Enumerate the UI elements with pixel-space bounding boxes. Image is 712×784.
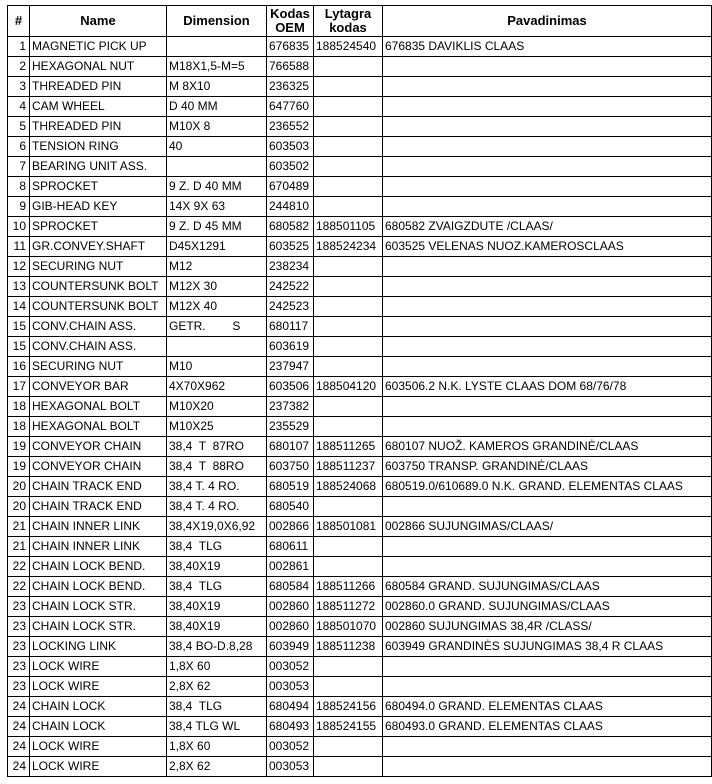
pavadinimas-cell: [383, 497, 712, 517]
header-lytagra-line1: Lytagra: [324, 6, 372, 21]
row-number-cell: 17: [8, 377, 30, 397]
pavadinimas-cell: [383, 737, 712, 757]
lytagra-code-cell: 188511238: [314, 637, 383, 657]
part-dimension-cell: 1,8X 60: [167, 657, 267, 677]
pavadinimas-cell: [383, 357, 712, 377]
part-dimension-cell: 1,8X 60: [167, 737, 267, 757]
pavadinimas-cell: [383, 557, 712, 577]
row-number-cell: 23: [8, 617, 30, 637]
pavadinimas-cell: [383, 57, 712, 77]
part-dimension-cell: M 8X10: [167, 77, 267, 97]
header-lytagra: [314, 6, 383, 37]
oem-code-cell: 237947: [267, 357, 314, 377]
table-row: [8, 257, 712, 277]
table-row: [8, 757, 712, 777]
part-dimension-cell: 38,4 T. 4 RO.: [167, 477, 267, 497]
part-dimension-cell: 9 Z. D 45 MM: [167, 217, 267, 237]
pavadinimas-cell: [383, 297, 712, 317]
part-dimension-cell: [167, 157, 267, 177]
part-name-cell: SPROCKET: [30, 217, 167, 237]
table-row: [8, 77, 712, 97]
oem-code-cell: 647760: [267, 97, 314, 117]
part-dimension-cell: 38,4 TLG: [167, 577, 267, 597]
oem-code-cell: 236552: [267, 117, 314, 137]
lytagra-code-cell: 188511237: [314, 457, 383, 477]
table-row: [8, 357, 712, 377]
oem-code-cell: 670489: [267, 177, 314, 197]
part-name-cell: HEXAGONAL NUT: [30, 57, 167, 77]
row-number-cell: 19: [8, 437, 30, 457]
lytagra-code-cell: [314, 537, 383, 557]
lytagra-code-cell: [314, 357, 383, 377]
lytagra-code-cell: 188501105: [314, 217, 383, 237]
pavadinimas-cell: [383, 257, 712, 277]
lytagra-code-cell: [314, 97, 383, 117]
row-number-cell: 6: [8, 137, 30, 157]
pavadinimas-cell: [383, 537, 712, 557]
oem-code-cell: 003053: [267, 677, 314, 697]
part-dimension-cell: 14X 9X 63: [167, 197, 267, 217]
part-dimension-cell: M10X20: [167, 397, 267, 417]
table-row: [8, 477, 712, 497]
part-dimension-cell: 2,8X 62: [167, 757, 267, 777]
row-number-cell: 15: [8, 337, 30, 357]
part-dimension-cell: 38,4 TLG: [167, 697, 267, 717]
part-dimension-cell: M12: [167, 257, 267, 277]
part-name-cell: GIB-HEAD KEY: [30, 197, 167, 217]
row-number-cell: 23: [8, 677, 30, 697]
oem-code-cell: 237382: [267, 397, 314, 417]
part-dimension-cell: 38,4 T 88RO: [167, 457, 267, 477]
part-dimension-cell: 38,4 TLG WL: [167, 717, 267, 737]
oem-code-cell: 680540: [267, 497, 314, 517]
lytagra-code-cell: [314, 297, 383, 317]
pavadinimas-cell: [383, 417, 712, 437]
table-row: [8, 677, 712, 697]
lytagra-code-cell: [314, 117, 383, 137]
table-row: [8, 337, 712, 357]
part-name-cell: CHAIN LOCK STR.: [30, 597, 167, 617]
part-dimension-cell: 38,4 T 87RO: [167, 437, 267, 457]
lytagra-code-cell: [314, 77, 383, 97]
oem-code-cell: 603503: [267, 137, 314, 157]
lytagra-code-cell: [314, 177, 383, 197]
lytagra-code-cell: 188524234: [314, 237, 383, 257]
part-name-cell: CONVEYOR CHAIN: [30, 437, 167, 457]
header-row: [8, 6, 712, 37]
oem-code-cell: 603525: [267, 237, 314, 257]
oem-code-cell: 766588: [267, 57, 314, 77]
pavadinimas-cell: [383, 77, 712, 97]
table-row: [8, 197, 712, 217]
table-row: [8, 137, 712, 157]
part-name-cell: CONVEYOR CHAIN: [30, 457, 167, 477]
part-dimension-cell: M12X 30: [167, 277, 267, 297]
part-dimension-cell: 38,40X19: [167, 597, 267, 617]
oem-code-cell: 236325: [267, 77, 314, 97]
row-number-cell: 18: [8, 417, 30, 437]
row-number-cell: 1: [8, 37, 30, 57]
part-name-cell: SPROCKET: [30, 177, 167, 197]
table-row: [8, 57, 712, 77]
lytagra-code-cell: 188511266: [314, 577, 383, 597]
row-number-cell: 14: [8, 297, 30, 317]
lytagra-code-cell: 188524068: [314, 477, 383, 497]
lytagra-code-cell: [314, 317, 383, 337]
part-dimension-cell: 9 Z. D 40 MM: [167, 177, 267, 197]
oem-code-cell: 680494: [267, 697, 314, 717]
lytagra-code-cell: [314, 557, 383, 577]
oem-code-cell: 002860: [267, 597, 314, 617]
header-pavadinimas: Pavadinimas: [383, 6, 712, 37]
lytagra-code-cell: [314, 337, 383, 357]
oem-code-cell: 003053: [267, 757, 314, 777]
row-number-cell: 20: [8, 477, 30, 497]
lytagra-code-cell: [314, 257, 383, 277]
table-row: [8, 177, 712, 197]
lytagra-code-cell: 188501081: [314, 517, 383, 537]
part-name-cell: CHAIN INNER LINK: [30, 517, 167, 537]
pavadinimas-cell: [383, 677, 712, 697]
part-name-cell: LOCKING LINK: [30, 637, 167, 657]
oem-code-cell: 242522: [267, 277, 314, 297]
table-row: [8, 317, 712, 337]
table-row: [8, 657, 712, 677]
pavadinimas-cell: [383, 157, 712, 177]
table-row: [8, 397, 712, 417]
part-name-cell: CONV.CHAIN ASS.: [30, 317, 167, 337]
pavadinimas-cell: [383, 177, 712, 197]
row-number-cell: 21: [8, 537, 30, 557]
pavadinimas-cell: 680493.0 GRAND. ELEMENTAS CLAAS: [383, 717, 712, 737]
table-row: [8, 617, 712, 637]
part-dimension-cell: D 40 MM: [167, 97, 267, 117]
lytagra-code-cell: [314, 417, 383, 437]
lytagra-code-cell: [314, 137, 383, 157]
lytagra-code-cell: [314, 397, 383, 417]
pavadinimas-cell: 680519.0/610689.0 N.K. GRAND. ELEMENTAS CLAAS: [383, 477, 712, 497]
pavadinimas-cell: 680107 NUOŽ. KAMEROS GRANDINĖ/CLAAS: [383, 437, 712, 457]
oem-code-cell: 680611: [267, 537, 314, 557]
header-name: Name: [30, 6, 167, 37]
lytagra-code-cell: [314, 497, 383, 517]
table-row: [8, 597, 712, 617]
part-name-cell: LOCK WIRE: [30, 757, 167, 777]
oem-code-cell: 003052: [267, 657, 314, 677]
pavadinimas-cell: [383, 397, 712, 417]
row-number-cell: 2: [8, 57, 30, 77]
pavadinimas-cell: [383, 317, 712, 337]
part-dimension-cell: 38,4X19,0X6,92: [167, 517, 267, 537]
part-name-cell: CONV.CHAIN ASS.: [30, 337, 167, 357]
part-dimension-cell: 38,4 TLG: [167, 537, 267, 557]
table-row: [8, 37, 712, 57]
part-dimension-cell: 4X70X962: [167, 377, 267, 397]
part-name-cell: MAGNETIC PICK UP: [30, 37, 167, 57]
part-name-cell: CHAIN LOCK BEND.: [30, 577, 167, 597]
oem-code-cell: 002866: [267, 517, 314, 537]
part-dimension-cell: M12X 40: [167, 297, 267, 317]
part-name-cell: BEARING UNIT ASS.: [30, 157, 167, 177]
pavadinimas-cell: 603506.2 N.K. LYSTE CLAAS DOM 68/76/78: [383, 377, 712, 397]
oem-code-cell: 003052: [267, 737, 314, 757]
header-num: #: [8, 6, 30, 37]
header-oem-line2: OEM: [275, 20, 305, 35]
part-name-cell: CHAIN TRACK END: [30, 497, 167, 517]
row-number-cell: 24: [8, 757, 30, 777]
table-row: [8, 417, 712, 437]
lytagra-code-cell: 188511272: [314, 597, 383, 617]
part-name-cell: GR.CONVEY.SHAFT: [30, 237, 167, 257]
row-number-cell: 3: [8, 77, 30, 97]
header-oem: [267, 6, 314, 37]
part-dimension-cell: 40: [167, 137, 267, 157]
part-dimension-cell: M10X25: [167, 417, 267, 437]
table-row: [8, 537, 712, 557]
table-row: [8, 237, 712, 257]
table-row: [8, 577, 712, 597]
table-row: [8, 97, 712, 117]
row-number-cell: 19: [8, 457, 30, 477]
table-body: [8, 37, 712, 777]
lytagra-code-cell: [314, 157, 383, 177]
part-name-cell: CHAIN LOCK: [30, 697, 167, 717]
oem-code-cell: 680584: [267, 577, 314, 597]
lytagra-code-cell: [314, 277, 383, 297]
parts-table: [7, 5, 712, 777]
part-name-cell: CHAIN TRACK END: [30, 477, 167, 497]
table-row: [8, 437, 712, 457]
row-number-cell: 8: [8, 177, 30, 197]
part-name-cell: TENSION RING: [30, 137, 167, 157]
lytagra-code-cell: 188504120: [314, 377, 383, 397]
pavadinimas-cell: 680582 ZVAIGZDUTE /CLAAS/: [383, 217, 712, 237]
oem-code-cell: 680493: [267, 717, 314, 737]
part-dimension-cell: M10: [167, 357, 267, 377]
pavadinimas-cell: [383, 197, 712, 217]
lytagra-code-cell: [314, 757, 383, 777]
part-name-cell: SECURING NUT: [30, 257, 167, 277]
oem-code-cell: 680519: [267, 477, 314, 497]
pavadinimas-cell: 002860.0 GRAND. SUJUNGIMAS/CLAAS: [383, 597, 712, 617]
oem-code-cell: 603506: [267, 377, 314, 397]
part-name-cell: CONVEYOR BAR: [30, 377, 167, 397]
table-row: [8, 117, 712, 137]
pavadinimas-cell: [383, 337, 712, 357]
oem-code-cell: 002860: [267, 617, 314, 637]
lytagra-code-cell: [314, 737, 383, 757]
part-name-cell: THREADED PIN: [30, 77, 167, 97]
oem-code-cell: 235529: [267, 417, 314, 437]
oem-code-cell: 002861: [267, 557, 314, 577]
table-row: [8, 697, 712, 717]
row-number-cell: 12: [8, 257, 30, 277]
part-dimension-cell: D45X1291: [167, 237, 267, 257]
oem-code-cell: 676835: [267, 37, 314, 57]
part-name-cell: CHAIN LOCK: [30, 717, 167, 737]
header-lytagra-line2: kodas: [329, 20, 367, 35]
lytagra-code-cell: [314, 657, 383, 677]
oem-code-cell: 603619: [267, 337, 314, 357]
pavadinimas-cell: 002866 SUJUNGIMAS/CLAAS/: [383, 517, 712, 537]
row-number-cell: 24: [8, 717, 30, 737]
part-name-cell: COUNTERSUNK BOLT: [30, 297, 167, 317]
row-number-cell: 23: [8, 637, 30, 657]
part-dimension-cell: 38,4 T. 4 RO.: [167, 497, 267, 517]
pavadinimas-cell: [383, 657, 712, 677]
lytagra-code-cell: 188524155: [314, 717, 383, 737]
table-row: [8, 497, 712, 517]
oem-code-cell: 680582: [267, 217, 314, 237]
lytagra-code-cell: [314, 677, 383, 697]
table-row: [8, 737, 712, 757]
header-dimension: Dimension: [167, 6, 267, 37]
row-number-cell: 24: [8, 737, 30, 757]
row-number-cell: 22: [8, 557, 30, 577]
lytagra-code-cell: 188511265: [314, 437, 383, 457]
part-name-cell: LOCK WIRE: [30, 657, 167, 677]
part-name-cell: SECURING NUT: [30, 357, 167, 377]
table-row: [8, 717, 712, 737]
pavadinimas-cell: 603949 GRANDINĖS SUJUNGIMAS 38,4 R CLAAS: [383, 637, 712, 657]
pavadinimas-cell: [383, 137, 712, 157]
row-number-cell: 18: [8, 397, 30, 417]
row-number-cell: 23: [8, 597, 30, 617]
table-row: [8, 517, 712, 537]
part-name-cell: LOCK WIRE: [30, 737, 167, 757]
pavadinimas-cell: 002860 SUJUNGIMAS 38,4R /CLASS/: [383, 617, 712, 637]
row-number-cell: 15: [8, 317, 30, 337]
lytagra-code-cell: 188524156: [314, 697, 383, 717]
part-name-cell: THREADED PIN: [30, 117, 167, 137]
row-number-cell: 16: [8, 357, 30, 377]
table-row: [8, 277, 712, 297]
table-row: [8, 217, 712, 237]
part-name-cell: CHAIN INNER LINK: [30, 537, 167, 557]
part-name-cell: COUNTERSUNK BOLT: [30, 277, 167, 297]
part-dimension-cell: GETR. S: [167, 317, 267, 337]
row-number-cell: 11: [8, 237, 30, 257]
row-number-cell: 9: [8, 197, 30, 217]
part-name-cell: CHAIN LOCK STR.: [30, 617, 167, 637]
pavadinimas-cell: 676835 DAVIKLIS CLAAS: [383, 37, 712, 57]
header-oem-line1: Kodas: [270, 6, 310, 21]
part-dimension-cell: [167, 337, 267, 357]
row-number-cell: 23: [8, 657, 30, 677]
lytagra-code-cell: 188524540: [314, 37, 383, 57]
pavadinimas-cell: 603750 TRANSP. GRANDINĖ/CLAAS: [383, 457, 712, 477]
row-number-cell: 21: [8, 517, 30, 537]
part-name-cell: HEXAGONAL BOLT: [30, 417, 167, 437]
table-row: [8, 377, 712, 397]
row-number-cell: 24: [8, 697, 30, 717]
part-dimension-cell: 38,4 BO-D.8,28: [167, 637, 267, 657]
pavadinimas-cell: [383, 97, 712, 117]
table-row: [8, 557, 712, 577]
row-number-cell: 10: [8, 217, 30, 237]
table-row: [8, 157, 712, 177]
part-name-cell: CAM WHEEL: [30, 97, 167, 117]
row-number-cell: 22: [8, 577, 30, 597]
row-number-cell: 7: [8, 157, 30, 177]
part-name-cell: CHAIN LOCK BEND.: [30, 557, 167, 577]
oem-code-cell: 680117: [267, 317, 314, 337]
oem-code-cell: 603750: [267, 457, 314, 477]
part-dimension-cell: M18X1,5-M=5: [167, 57, 267, 77]
part-dimension-cell: 2,8X 62: [167, 677, 267, 697]
table-row: [8, 637, 712, 657]
parts-table-container: [7, 5, 711, 777]
pavadinimas-cell: 603525 VELENAS NUOZ.KAMEROSCLAAS: [383, 237, 712, 257]
pavadinimas-cell: 680584 GRAND. SUJUNGIMAS/CLAAS: [383, 577, 712, 597]
lytagra-code-cell: 188501070: [314, 617, 383, 637]
oem-code-cell: 242523: [267, 297, 314, 317]
row-number-cell: 20: [8, 497, 30, 517]
table-row: [8, 297, 712, 317]
oem-code-cell: 603502: [267, 157, 314, 177]
lytagra-code-cell: [314, 57, 383, 77]
row-number-cell: 5: [8, 117, 30, 137]
oem-code-cell: 244810: [267, 197, 314, 217]
table-row: [8, 457, 712, 477]
row-number-cell: 13: [8, 277, 30, 297]
pavadinimas-cell: 680494.0 GRAND. ELEMENTAS CLAAS: [383, 697, 712, 717]
oem-code-cell: 603949: [267, 637, 314, 657]
part-dimension-cell: M10X 8: [167, 117, 267, 137]
part-dimension-cell: 38,40X19: [167, 557, 267, 577]
pavadinimas-cell: [383, 757, 712, 777]
oem-code-cell: 238234: [267, 257, 314, 277]
pavadinimas-cell: [383, 117, 712, 137]
part-dimension-cell: 38,40X19: [167, 617, 267, 637]
oem-code-cell: 680107: [267, 437, 314, 457]
part-name-cell: HEXAGONAL BOLT: [30, 397, 167, 417]
pavadinimas-cell: [383, 277, 712, 297]
lytagra-code-cell: [314, 197, 383, 217]
row-number-cell: 4: [8, 97, 30, 117]
part-name-cell: LOCK WIRE: [30, 677, 167, 697]
part-dimension-cell: [167, 37, 267, 57]
